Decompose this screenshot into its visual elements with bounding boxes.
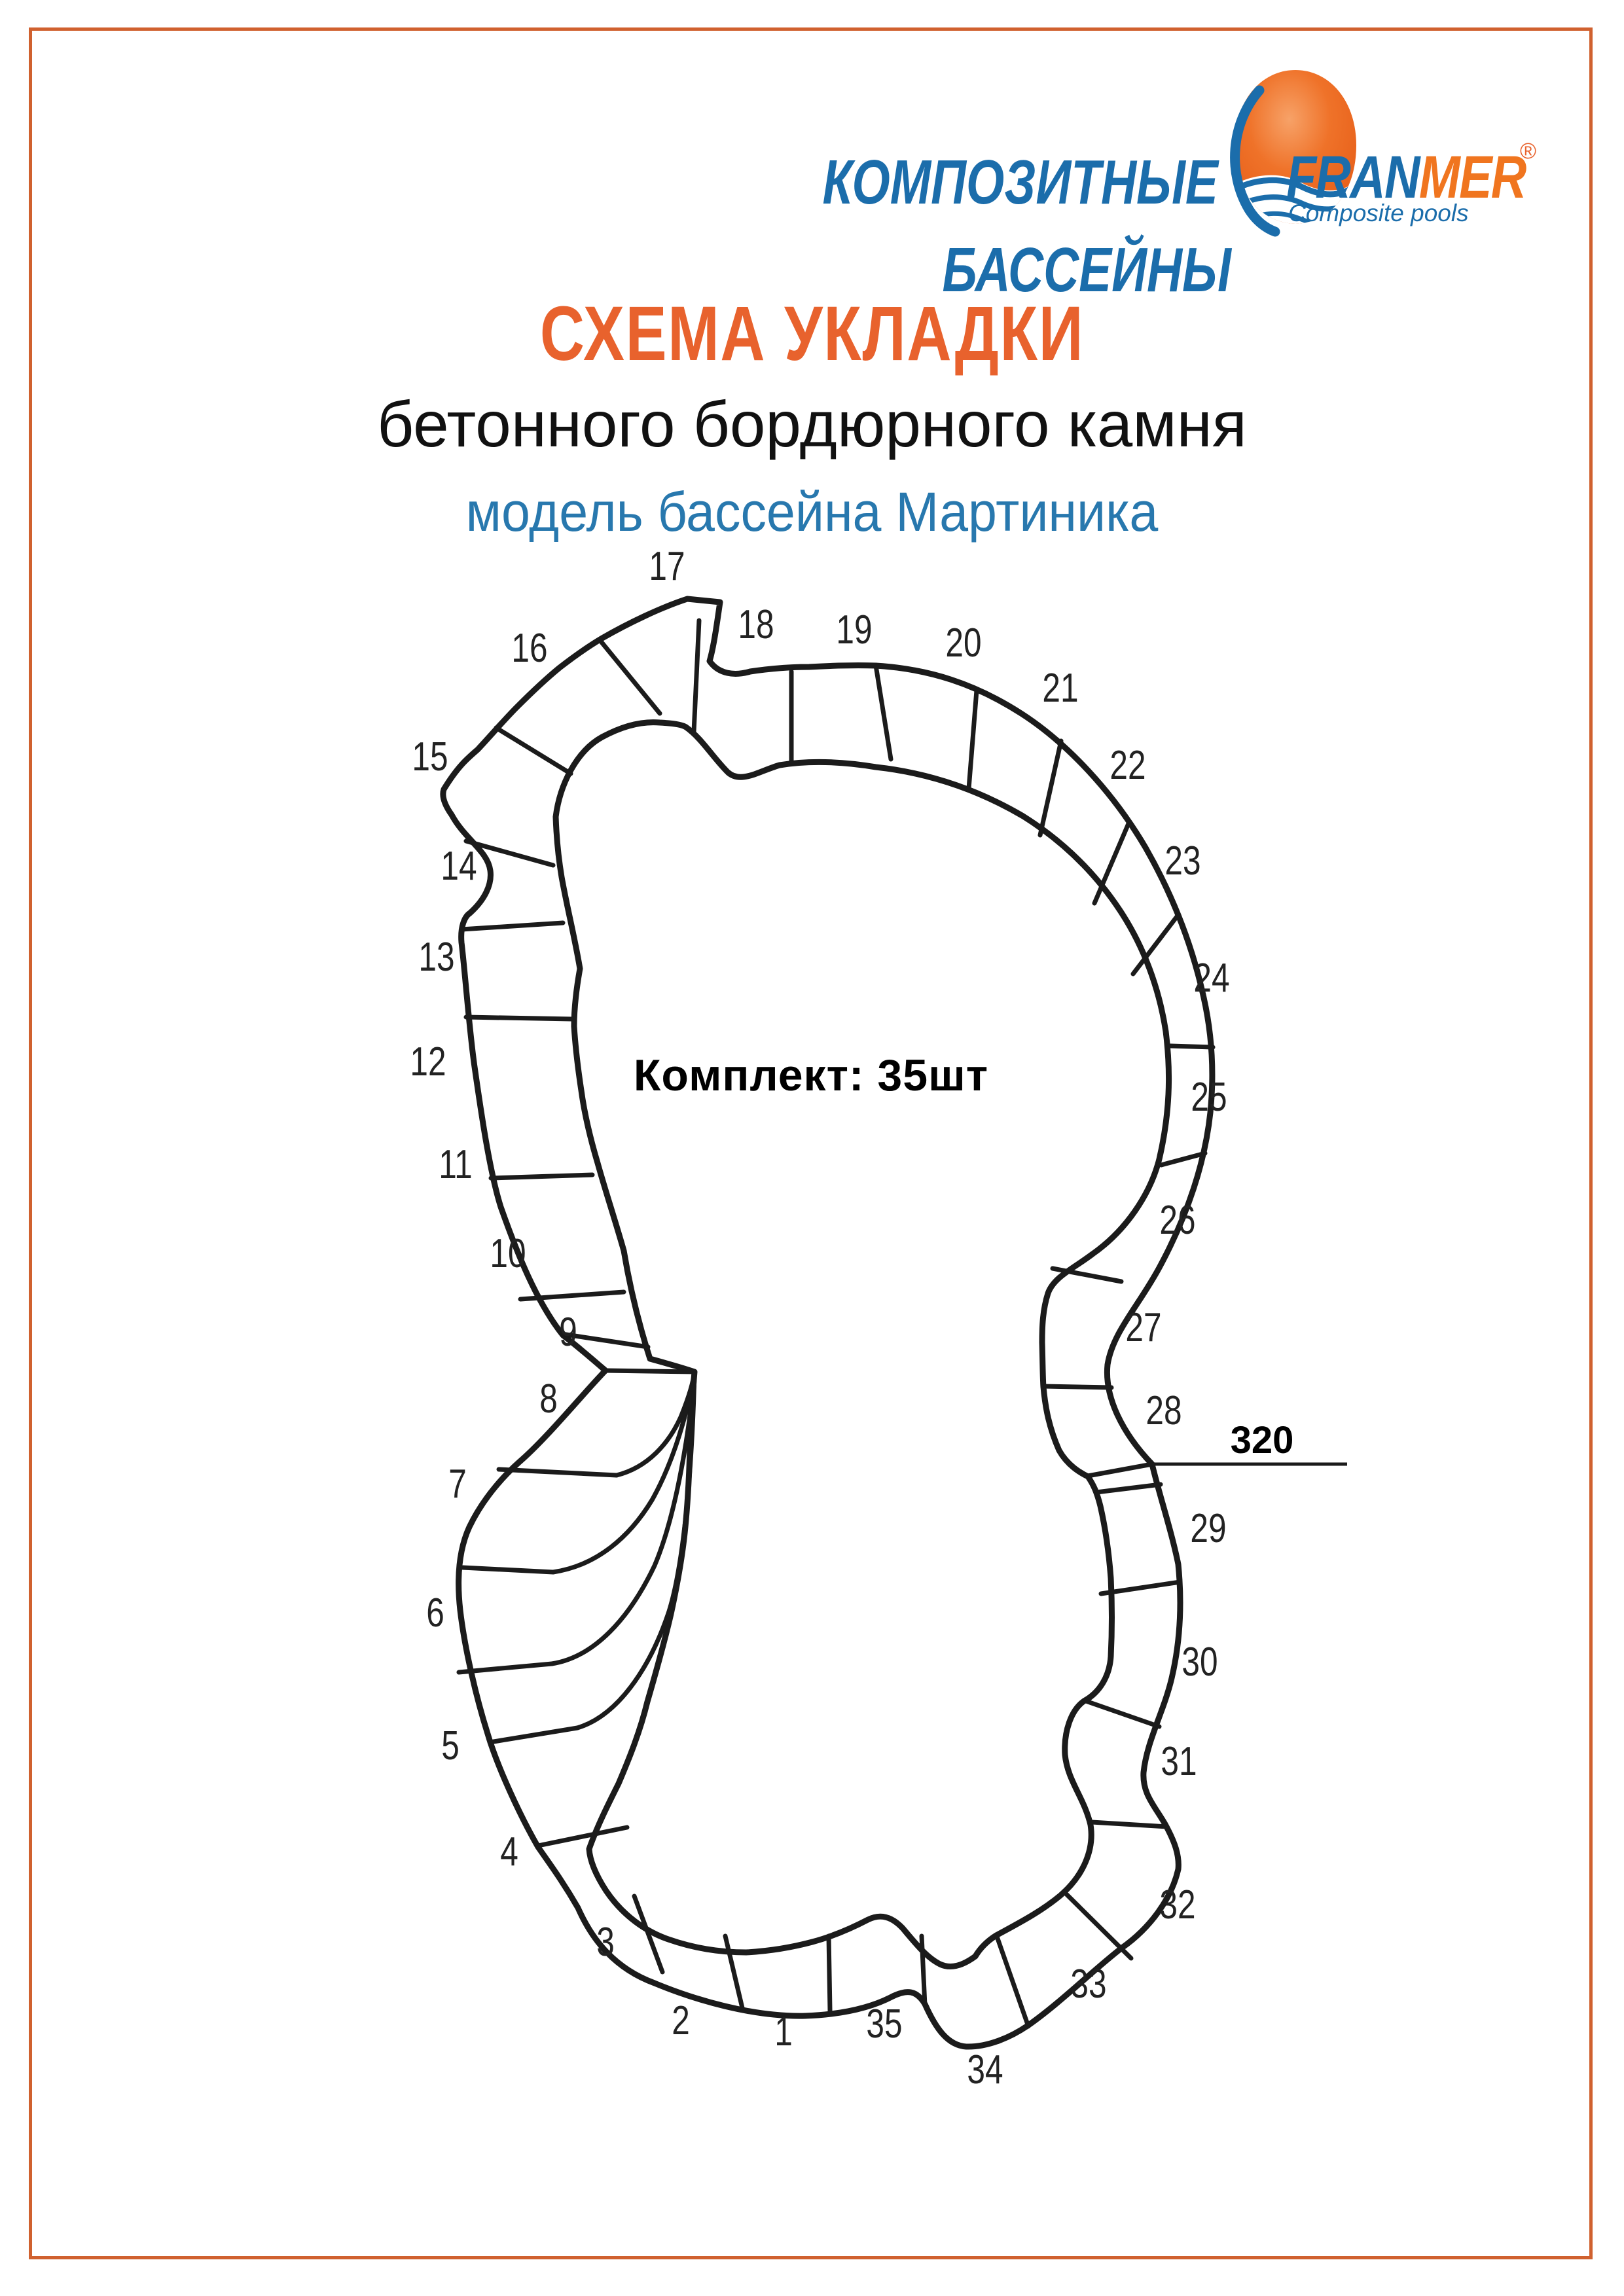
- segment-number-2: 2: [672, 1997, 690, 2043]
- segment-number-26: 26: [1159, 1196, 1196, 1243]
- segment-number-4: 4: [500, 1828, 518, 1874]
- segment-number-27: 27: [1125, 1304, 1162, 1350]
- segment-number-labels: [410, 543, 1229, 2092]
- segment-number-8: 8: [539, 1375, 558, 1422]
- pool-model-title: модель бассейна Мартиника: [465, 481, 1159, 543]
- segment-number-15: 15: [412, 733, 448, 780]
- segment-number-29: 29: [1190, 1505, 1227, 1551]
- segment-number-9: 9: [559, 1308, 577, 1355]
- segment-number-30: 30: [1182, 1638, 1218, 1685]
- page-subtitle: бетонного бордюрного камня: [377, 387, 1247, 460]
- segment-number-35: 35: [866, 2000, 903, 2047]
- segment-number-6: 6: [426, 1589, 444, 1636]
- segment-number-1: 1: [774, 2008, 793, 2054]
- segment-number-22: 22: [1110, 742, 1146, 788]
- logo-tagline: Composite pools: [1288, 200, 1469, 226]
- registered-mark: ®: [1520, 139, 1537, 164]
- pool-inner-contour: [556, 723, 1169, 1967]
- segment-number-12: 12: [410, 1038, 446, 1085]
- segment-number-31: 31: [1161, 1738, 1197, 1784]
- segment-number-20: 20: [945, 619, 982, 666]
- segment-number-21: 21: [1042, 664, 1079, 711]
- fan-stone-divisions: [552, 1372, 695, 1728]
- kit-quantity-label: Комплект: 35шт: [633, 1050, 989, 1100]
- segment-number-33: 33: [1070, 1960, 1107, 2007]
- segment-number-10: 10: [490, 1230, 526, 1276]
- segment-number-34: 34: [967, 2046, 1003, 2092]
- segment-number-18: 18: [738, 601, 774, 647]
- page-title: СХЕМА УКЛАДКИ: [539, 291, 1085, 377]
- segment-number-17: 17: [649, 543, 685, 589]
- segment-number-16: 16: [511, 624, 548, 671]
- brand-line-2: БАССЕЙНЫ: [942, 235, 1231, 305]
- segment-number-23: 23: [1164, 837, 1201, 884]
- segment-number-24: 24: [1193, 954, 1230, 1001]
- segment-number-13: 13: [418, 933, 455, 980]
- segment-number-11: 11: [439, 1141, 473, 1187]
- dimension-value: 320: [1230, 1419, 1294, 1462]
- segment-number-5: 5: [441, 1722, 460, 1768]
- segment-number-7: 7: [448, 1460, 467, 1507]
- logo-name-fran: FRANMER: [1286, 143, 1526, 211]
- segment-number-14: 14: [441, 842, 477, 889]
- brand-line-1: КОМПОЗИТНЫЕ: [822, 147, 1218, 217]
- segment-number-3: 3: [596, 1918, 615, 1965]
- segment-number-19: 19: [836, 606, 873, 653]
- segment-number-25: 25: [1191, 1073, 1227, 1120]
- segment-number-28: 28: [1146, 1387, 1182, 1433]
- segment-number-32: 32: [1159, 1881, 1196, 1928]
